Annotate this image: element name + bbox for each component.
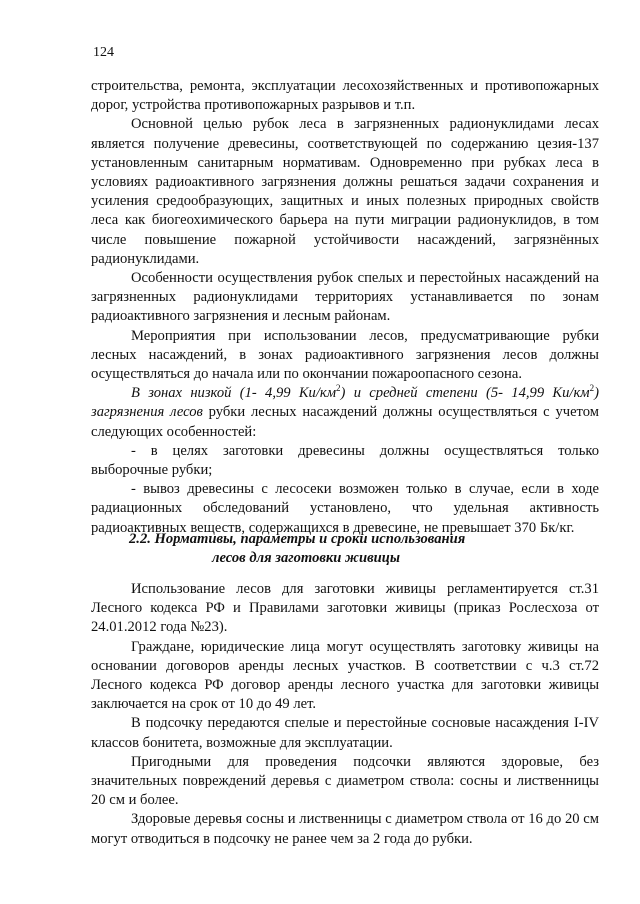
section-heading (91, 530, 599, 568)
paragraph: Пригодными для проведения подсочки являются здоровые, без значительных повреждений деревья с диаметром ствола: сосны и лиственницы 20 см и более. (91, 753, 599, 809)
zone-text-c: ) загрязнения лесов (91, 385, 599, 421)
bottom-text-block (91, 580, 599, 849)
paragraph: Мероприятия при использовании лесов, предусматривающие рубки лесных насаждений, в зонах радиоактивного загрязнения лесов должны осуществляться до начала или по окончании пожароопасного сезона. (91, 327, 599, 383)
zone-text-b: ) и средней степени (5- 14,99 Ки/км (340, 385, 590, 402)
list-item: - в целях заготовки древесины должны осуществляться только выборочные рубки; (91, 442, 599, 479)
paragraph: Основной целью рубок леса в загрязненных радионуклидами лесах является получение древесины, соответствующей по содержанию цезия-137 установленным санитарным нормативам. Одновременно при рубках леса в условиях радиоактивного загрязнения должны решаться задачи сохранения и усиления средообразующих, защитных и иных полезных природных свойств леса как биогеохимического барьера на пути миграции радионуклидов, в том числе повышение пожарной устойчивости насаждений, загрязнённых радионуклидами. (91, 116, 599, 267)
paragraph: В подсочку передаются спелые и перестойные сосновые насаждения I-IV классов бонитета, возможные для эксплуатации. (91, 715, 599, 751)
top-text-block (91, 77, 599, 538)
paragraph: Граждане, юридические лица могут осуществлять заготовку живицы на основании договоров аренды лесных участков. В соответствии с ч.3 ст.72 Лесного кодекса РФ договор аренды лесного участка для заготовки живицы заключается на срок от 10 до 49 лет. (91, 638, 599, 713)
zone-text-a: В зонах низкой (1- 4,99 Ки/км (131, 385, 337, 402)
zone-text-rest: рубки лесных насаждений должны осуществляться с учетом следующих особенностей: (91, 404, 599, 440)
paragraph: строительства, ремонта, эксплуатации лесохозяйственных и противопожарных дорог, устройства противопожарных разрывов и т.п. (91, 78, 599, 114)
section-heading-line1: 2.2. Нормативы, параметры и сроки использования (129, 531, 466, 547)
superscript: 2 (589, 383, 595, 394)
list-item: - вывоз древесины с лесосеки возможен только в случае, если в ходе радиационных обследований установлено, что удельная активность радиоактивных веществ, содержащихся в древесине, не превышает 370 Бк/кг. (91, 481, 599, 536)
page-number: 124 (93, 45, 114, 60)
paragraph: Здоровые деревья сосны и лиственницы с диаметром ствола от 16 до 20 см могут отводиться в подсочку не ранее чем за 2 года до рубки. (91, 811, 599, 847)
paragraph: Использование лесов для заготовки живицы регламентируется ст.31 Лесного кодекса РФ и Правилами заготовки живицы (приказ Рослесхоза от 24.01.2012 года №23). (91, 581, 599, 636)
section-heading-line2: лесов для заготовки живицы (212, 550, 400, 567)
paragraph-zones (91, 384, 599, 442)
superscript: 2 (336, 383, 341, 394)
paragraph: Особенности осуществления рубок спелых и перестойных насаждений на загрязненных радионуклидами территориях устанавливается по зонам радиоактивного загрязнения и лесным районам. (91, 270, 599, 325)
